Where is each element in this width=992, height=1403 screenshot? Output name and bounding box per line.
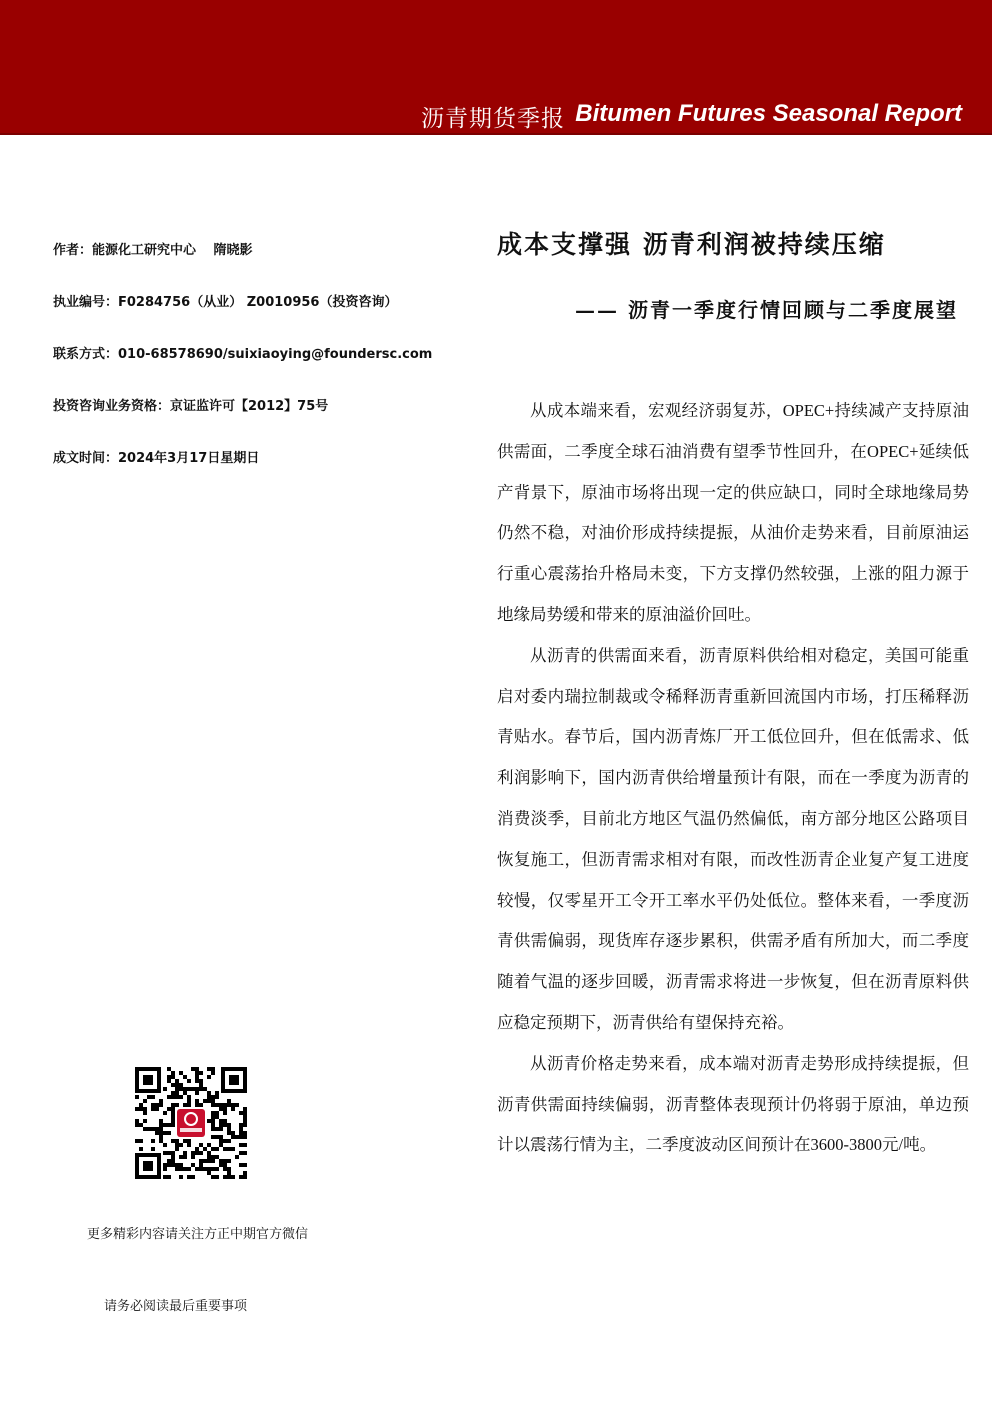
qualification-line: 投资咨询业务资格：京证监许可【2012】75号 [53,399,329,414]
header-title-cn: 沥青期货季报 [421,106,565,132]
important-notice: 请务必阅读最后重要事项 [104,1299,248,1314]
report-subtitle: —— 沥青一季度行情回顾与二季度展望 [575,298,958,322]
header-divider [0,133,992,135]
paragraph-supply-demand: 从沥青的供需面来看，沥青原料供给相对稳定，美国可能重启对委内瑞拉制裁或令稀释沥青重新回流国内市场，打压稀释沥青贴水。春节后，国内沥青炼厂开工低位回升，但在低需求、低利润影响下，国内沥青供给增量预计有限，而在一季度为沥青的消费淡季，目前北方地区气温仍然偏低，南方部分地区公路项目恢复施工，但沥青需求相对有限，而改性沥青企业复产复工进度较慢，仅零星开工令开工率水平仍处低位。整体来看，一季度沥青供需偏弱，现货库存逐步累积，供需矛盾有所加大，而二季度随着气温的逐步回暖，沥青需求将进一步恢复，但在沥青原料供应稳定预期下，沥青供给有望保持充裕。 [497,645,969,1032]
license-line: 执业编号：F0284756（从业） Z0010956（投资咨询） [53,295,398,310]
contact-line: 联系方式：010-68578690/suixiaoying@foundersc.com [53,347,433,362]
header-banner [0,0,992,133]
date-line: 成文时间：2024年3月17日星期日 [53,451,260,466]
report-body [497,391,969,1166]
qr-caption: 更多精彩内容请关注方正中期官方微信 [87,1227,309,1242]
author-line: 作者：能源化工研究中心 隋晓影 [53,243,253,258]
paragraph-price-outlook: 从沥青价格走势来看，成本端对沥青走势形成持续提振，但沥青供需面持续偏弱，沥青整体表现预计仍将弱于原油，单边预计以震荡行情为主，二季度波动区间预计在3600-3800元/吨。 [497,1053,969,1155]
header-title-en: Bitumen Futures Seasonal Report [575,100,962,127]
wechat-qr-code-icon [135,1067,247,1179]
report-title: 成本支撑强 沥青利润被持续压缩 [497,230,886,259]
paragraph-cost: 从成本端来看，宏观经济弱复苏，OPEC+持续减产支持原油供需面，二季度全球石油消费有望季节性回升，在OPEC+延续低产背景下，原油市场将出现一定的供应缺口，同时全球地缘局势仍然不稳，对油价形成持续提振，从油价走势来看，目前原油运行重心震荡抬升格局未变，下方支撑仍然较强，上涨的阻力源于地缘局势缓和带来的原油溢价回吐。 [497,401,969,624]
